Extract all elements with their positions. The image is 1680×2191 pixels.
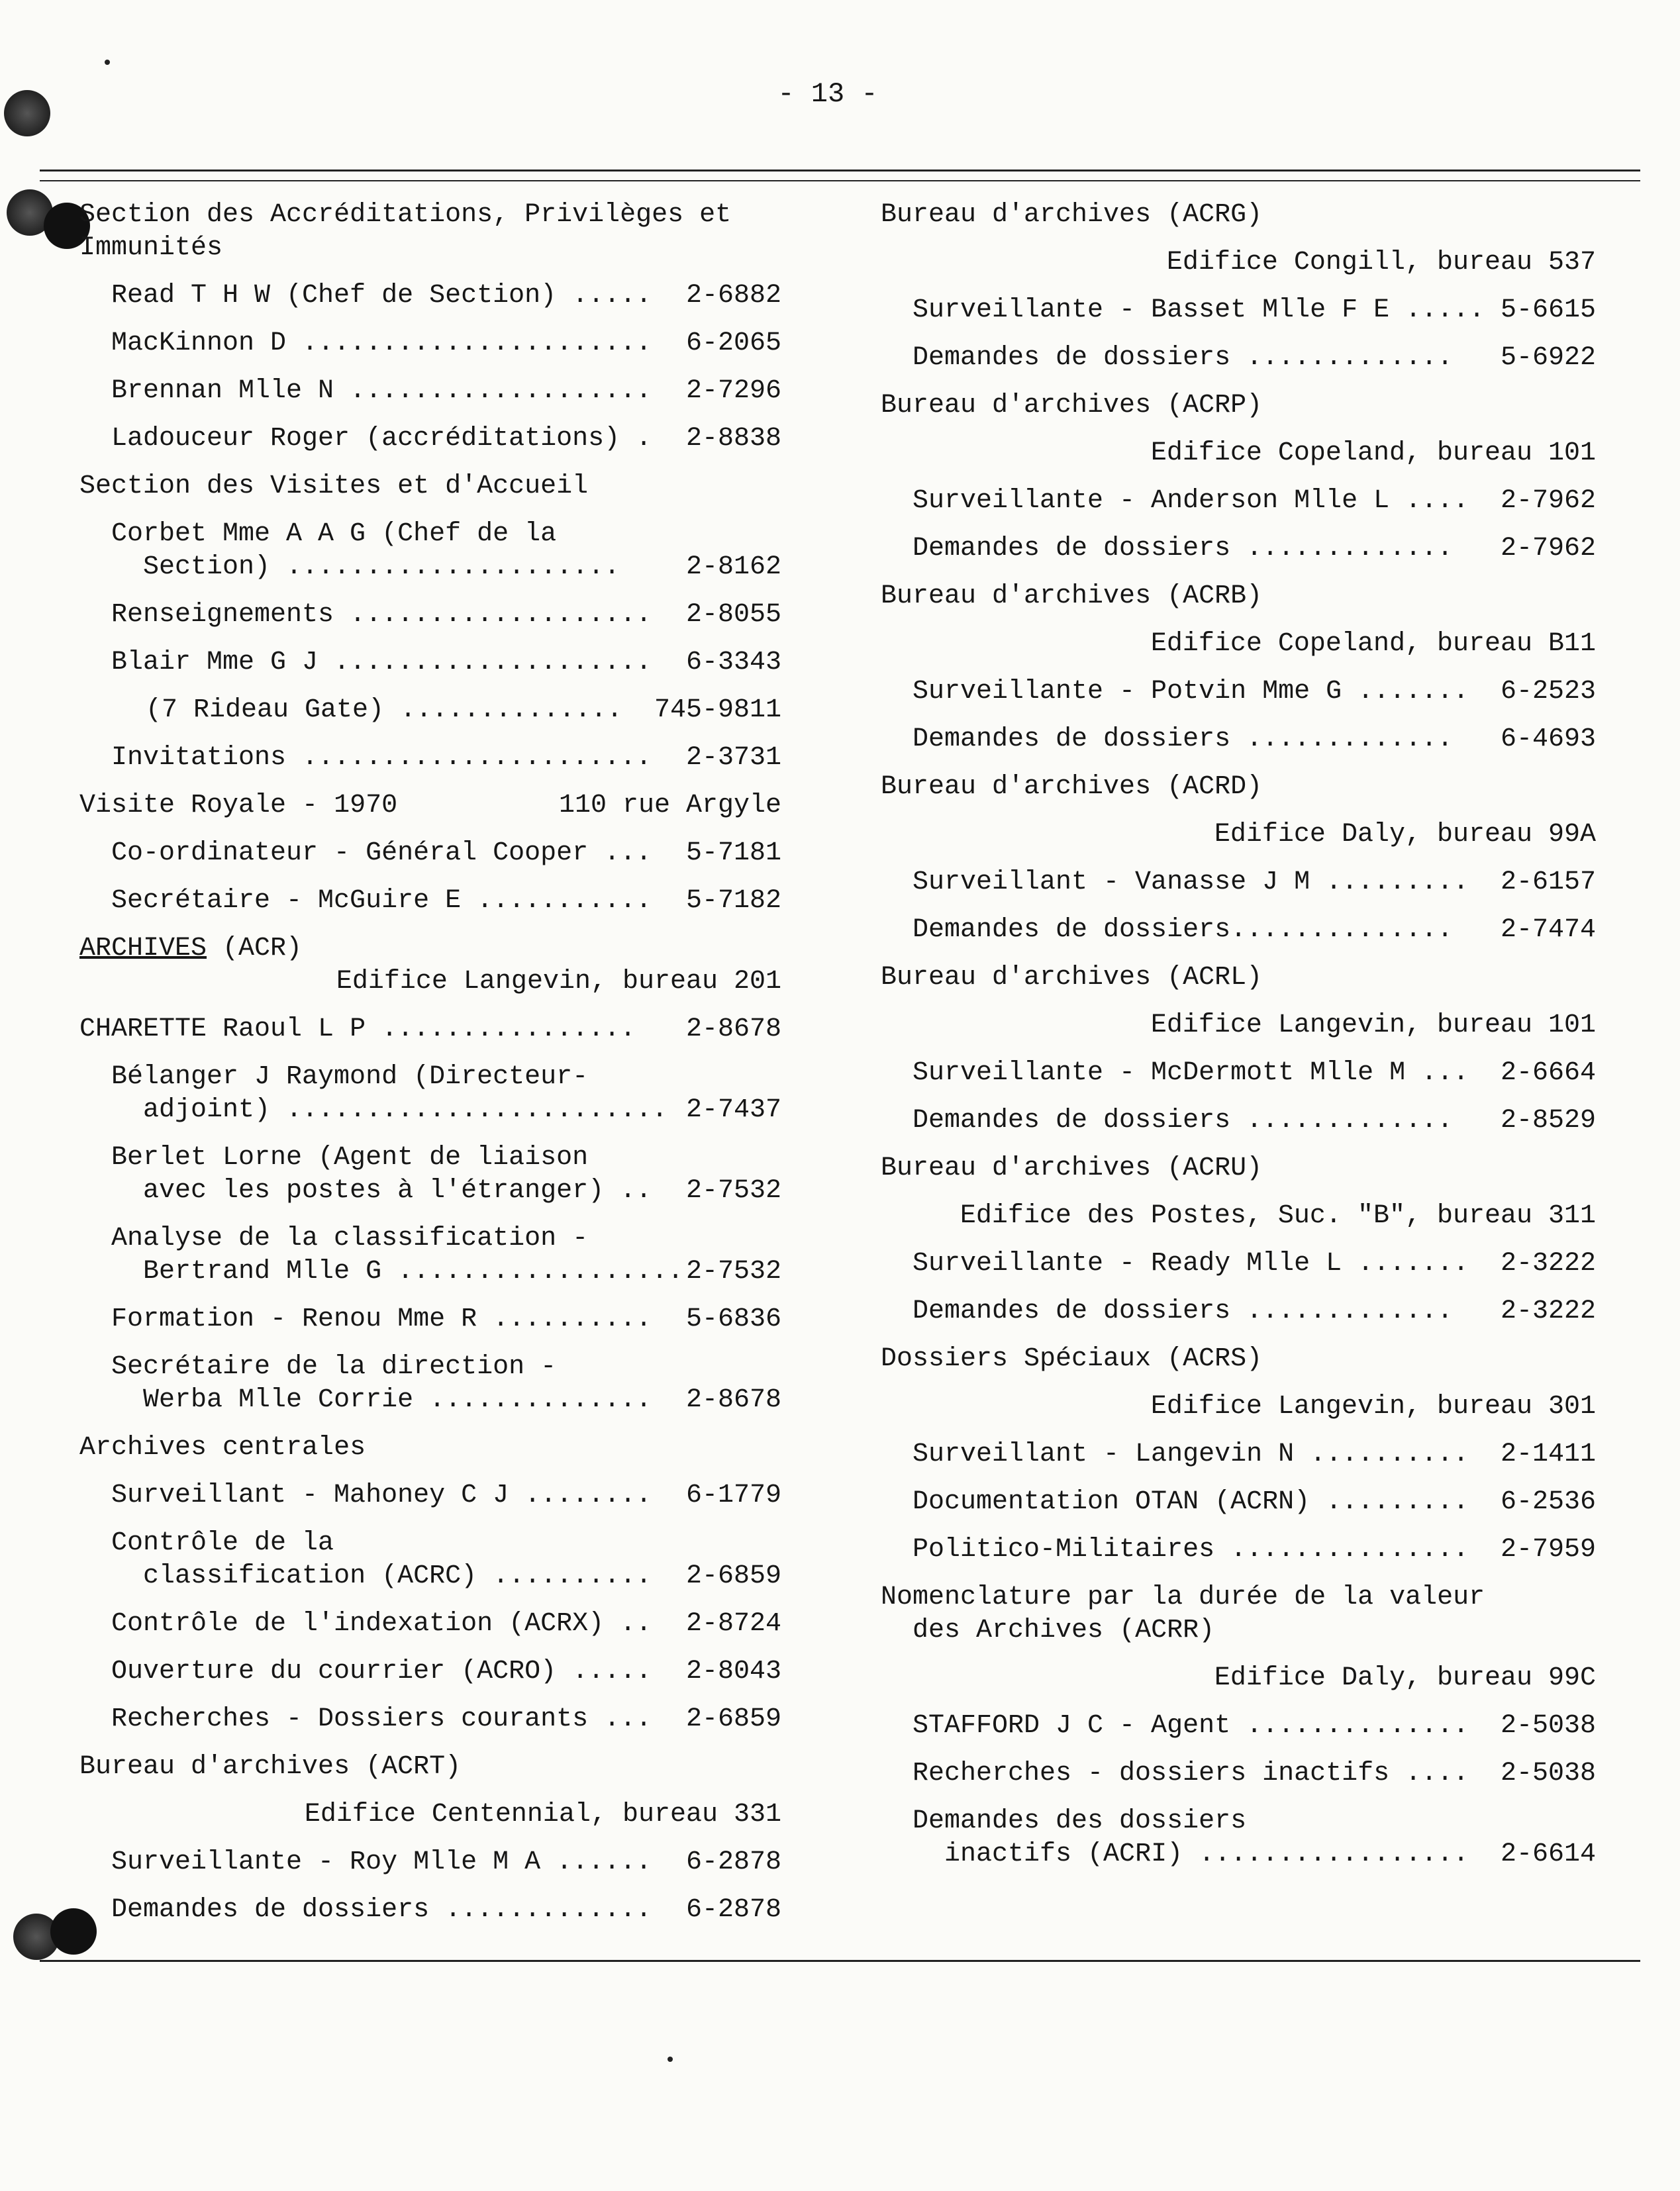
directory-entry: MacKinnon D ...................... 6-2065 — [111, 328, 781, 358]
dossiers-speciaux-title: Dossiers Spéciaux (ACRS) — [881, 1344, 1263, 1374]
bureau-acrl-building: Edifice Langevin, bureau 101 — [1150, 1010, 1596, 1040]
directory-entry: Berlet Lorne (Agent de liaison avec les postes à l'étranger) .. 2-7532 — [111, 1143, 781, 1206]
directory-entry: Demandes de dossiers ............. 6-2878 — [111, 1895, 781, 1925]
directory-entry: Recherches - dossiers inactifs .... 2-5038 — [913, 1759, 1596, 1788]
archives-title: ARCHIVES (ACR) — [79, 934, 303, 963]
directory-entry: Demandes de dossiers ............. 6-4693 — [913, 724, 1596, 754]
bottom-rule — [40, 1960, 1640, 1962]
visite-royale-address: 110 rue Argyle — [558, 791, 781, 820]
directory-entry: (7 Rideau Gate) .............. 745-9811 — [146, 695, 781, 725]
directory-entry: Demandes de dossiers ............. 2-8529 — [913, 1106, 1596, 1136]
directory-entry: Analyse de la classification - Bertrand Mlle G .................. 2-7532 — [111, 1224, 781, 1287]
bureau-acrd-title: Bureau d'archives (ACRD) — [881, 772, 1263, 802]
bureau-acrt-building: Edifice Centennial, bureau 331 — [304, 1800, 781, 1829]
directory-entry: Bélanger J Raymond (Directeur- adjoint) ........................ 2-7437 — [111, 1062, 781, 1125]
bureau-acrb-title: Bureau d'archives (ACRB) — [881, 581, 1263, 611]
bureau-acrg-title: Bureau d'archives (ACRG) — [881, 200, 1263, 230]
directory-entry: Demandes de dossiers ............. 2-3222 — [913, 1296, 1596, 1326]
archives-centrales-title: Archives centrales — [79, 1433, 366, 1463]
bureau-acru-building: Edifice des Postes, Suc. "B", bureau 311 — [960, 1201, 1596, 1231]
directory-entry: Surveillante - Potvin Mme G ....... 6-2523 — [913, 677, 1596, 706]
directory-entry: Demandes de dossiers.............. 2-7474 — [913, 915, 1596, 945]
page-number: - 13 - — [777, 78, 878, 110]
section-accreditations-title: Section des Accréditations, Privilèges et Immunités — [79, 200, 732, 263]
directory-entry: Formation - Renou Mme R .......... 5-6836 — [111, 1304, 781, 1334]
directory-entry: Surveillant - Vanasse J M ......... 2-6157 — [913, 867, 1596, 897]
directory-entry: Surveillante - McDermott Mlle M ... 2-6664 — [913, 1058, 1596, 1088]
directory-entry: Co-ordinateur - Général Cooper ... 5-7181 — [111, 838, 781, 868]
bureau-acrl-title: Bureau d'archives (ACRL) — [881, 963, 1263, 993]
nomenclature-building: Edifice Daly, bureau 99C — [1214, 1663, 1596, 1693]
bureau-acrb-building: Edifice Copeland, bureau B11 — [1150, 629, 1596, 659]
bureau-acrt-title: Bureau d'archives (ACRT) — [79, 1752, 462, 1782]
bureau-acrp-title: Bureau d'archives (ACRP) — [881, 391, 1263, 420]
directory-entry: STAFFORD J C - Agent .............. 2-5038 — [913, 1711, 1596, 1741]
directory-entry: Surveillante - Ready Mlle L ....... 2-3222 — [913, 1249, 1596, 1279]
directory-entry: Read T H W (Chef de Section) ..... 2-6882 — [111, 281, 781, 311]
directory-entry: Recherches - Dossiers courants ... 2-6859 — [111, 1704, 781, 1734]
top-rule-thin — [40, 180, 1640, 181]
bureau-acrp-building: Edifice Copeland, bureau 101 — [1150, 438, 1596, 468]
right-column — [881, 199, 1596, 1886]
directory-entry: Documentation OTAN (ACRN) ......... 6-2536 — [913, 1487, 1596, 1517]
top-rule — [40, 170, 1640, 171]
speck — [105, 60, 110, 65]
directory-entry: Surveillant - Mahoney C J ........ 6-1779 — [111, 1481, 781, 1510]
directory-entry: Ladouceur Roger (accréditations) . 2-8838 — [111, 424, 781, 454]
directory-entry: Contrôle de la classification (ACRC) .......... 2-6859 — [111, 1528, 781, 1591]
directory-entry: Blair Mme G J .................... 6-3343 — [111, 648, 781, 677]
directory-entry: Surveillant - Langevin N .......... 2-1411 — [913, 1439, 1596, 1469]
directory-entry: Invitations ...................... 2-3731 — [111, 743, 781, 773]
visite-royale-title: Visite Royale - 1970 — [79, 791, 398, 820]
bureau-acrg-building: Edifice Congill, bureau 537 — [1166, 248, 1596, 277]
directory-entry: Surveillante - Basset Mlle F E ..... 5-6615 — [913, 295, 1596, 325]
directory-entry: Brennan Mlle N ................... 2-7296 — [111, 376, 781, 406]
visite-royale-header — [79, 789, 781, 822]
directory-entry: Demandes de dossiers ............. 5-6922 — [913, 343, 1596, 373]
directory-entry: Surveillante - Anderson Mlle L .... 2-7962 — [913, 486, 1596, 516]
directory-entry: Corbet Mme A A G (Chef de la Section) ..................... 2-8162 — [111, 519, 781, 582]
directory-entry: Demandes des dossiers inactifs (ACRI) ................. 2-6614 — [913, 1806, 1596, 1869]
speck — [667, 2057, 673, 2062]
bureau-acru-title: Bureau d'archives (ACRU) — [881, 1153, 1263, 1183]
directory-entry: Ouverture du courrier (ACRO) ..... 2-8043 — [111, 1657, 781, 1686]
directory-entry: Surveillante - Roy Mlle M A ...... 6-2878 — [111, 1847, 781, 1877]
directory-entry: Contrôle de l'indexation (ACRX) .. 2-8724 — [111, 1609, 781, 1639]
directory-entry: Secrétaire - McGuire E ........... 5-7182 — [111, 886, 781, 916]
directory-entry: Politico-Militaires ............... 2-7959 — [913, 1535, 1596, 1565]
dossiers-speciaux-building: Edifice Langevin, bureau 301 — [1150, 1392, 1596, 1422]
left-column — [79, 199, 781, 1941]
archives-building: Edifice Langevin, bureau 201 — [336, 967, 781, 997]
bureau-acrd-building: Edifice Daly, bureau 99A — [1214, 820, 1596, 850]
directory-entry: Renseignements ................... 2-8055 — [111, 600, 781, 630]
punch-hole-top — [4, 90, 50, 136]
nomenclature-title: Nomenclature par la durée de la valeur des Archives (ACRR) — [881, 1582, 1485, 1645]
directory-entry: Secrétaire de la direction - Werba Mlle Corrie .............. 2-8678 — [111, 1352, 781, 1415]
directory-entry: Demandes de dossiers ............. 2-7962 — [913, 534, 1596, 563]
directory-entry: CHARETTE Raoul L P ................ 2-8678 — [79, 1014, 781, 1044]
section-visites-title: Section des Visites et d'Accueil — [79, 471, 589, 501]
